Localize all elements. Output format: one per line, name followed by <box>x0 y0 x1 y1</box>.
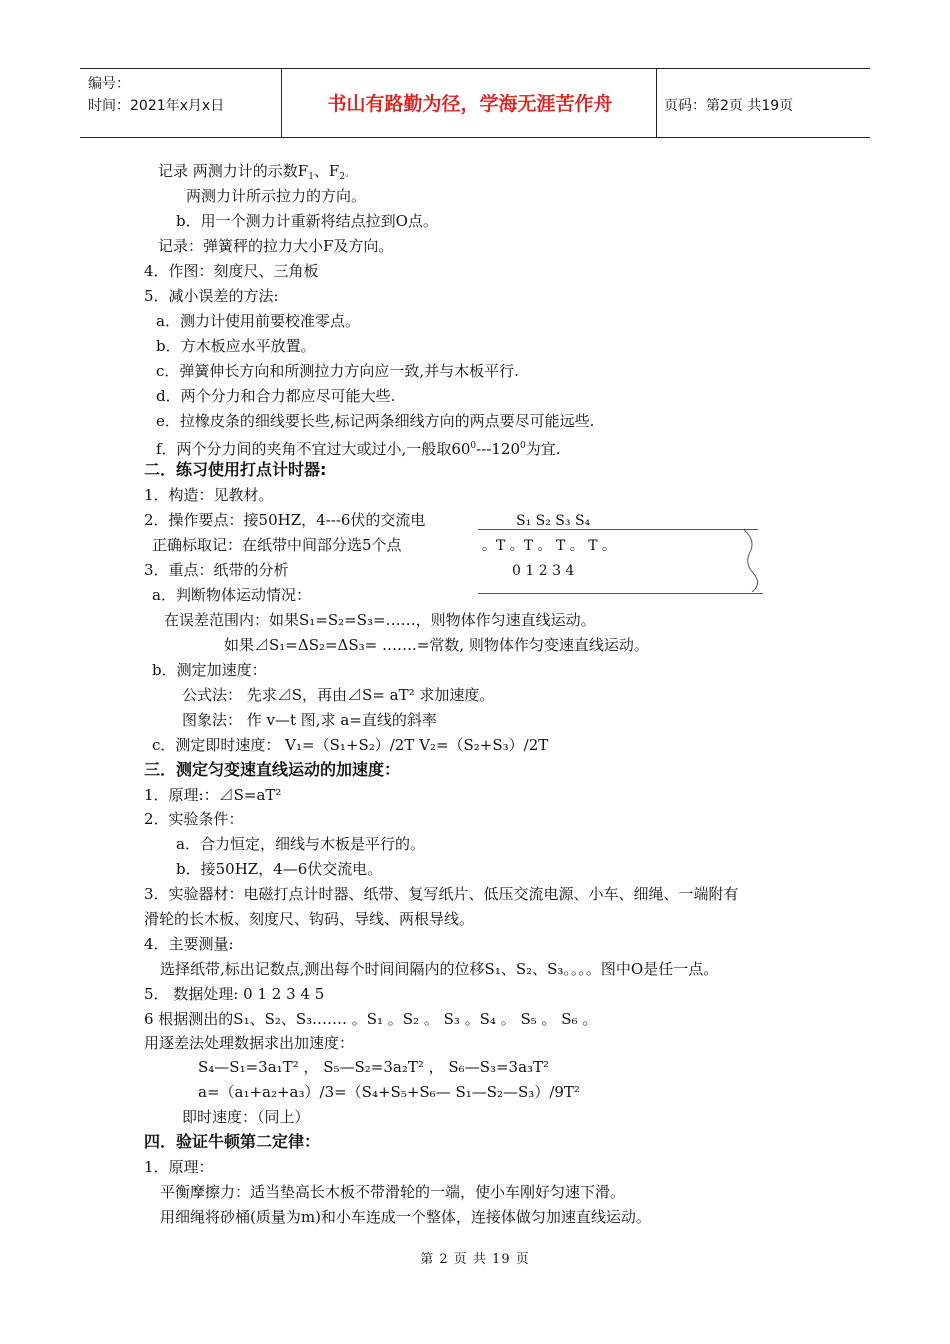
text-line: b．测定加速度： <box>152 661 267 679</box>
list-item: e．拉橡皮条的细线要长些,标记两条细线方向的两点要尽可能远些. <box>156 412 595 430</box>
header-divider <box>281 69 282 137</box>
header-page-info: 页码：第2页 共19页 <box>664 98 794 114</box>
text-line: 平衡摩擦力：适当垫高长木板不带滑轮的一端，使小车刚好匀速下滑。 <box>160 1183 626 1201</box>
text-line: 在误差范围内：如果S₁=S₂=S₃=……，则物体作匀速直线运动。 <box>164 611 596 629</box>
text-line: 5．减小误差的方法: <box>144 287 279 305</box>
text-line: 1．原理:：⊿S=aT² <box>144 786 282 804</box>
text-line: 即时速度：（同上） <box>182 1108 310 1126</box>
text-line: 滑轮的长木板、刻度尺、钩码、导线、两根导线。 <box>144 910 475 928</box>
text-line: 4．主要测量: <box>144 935 234 953</box>
text-line: 5． 数据处理: 0 1 2 3 4 5 <box>144 985 325 1003</box>
header-divider <box>656 69 657 137</box>
list-item: b．方木板应水平放置。 <box>156 337 316 355</box>
page-header <box>80 68 870 138</box>
tape-point-numbers: 0 1 2 3 4 <box>512 563 575 579</box>
text-line: 3．重点：纸带的分析 <box>144 561 289 579</box>
text-line: 用逐差法处理数据求出加速度： <box>144 1034 355 1052</box>
text-line: 记录 两测力计的示数$F_1$、$F_2$。 <box>158 162 355 182</box>
tape-torn-edge-icon <box>742 530 764 592</box>
text-line: 如果⊿S₁=ΔS₂=ΔS₃= …….=常数, 则物体作匀变速直线运动。 <box>224 636 649 654</box>
formula-line: S₄—S₁=3a₁T² ， S₅—S₂=3a₂T² ， S₆—S₃=3a₃T² <box>198 1058 550 1076</box>
section-heading: 二．练习使用打点计时器: <box>144 460 327 479</box>
list-item: a．测力计使用前要校准零点。 <box>156 312 360 330</box>
text-line: 1．构造：见教材。 <box>144 486 274 504</box>
section-heading: 四．验证牛顿第二定律： <box>144 1132 321 1151</box>
text-line: 记录：弹簧秤的拉力大小F及方向。 <box>158 237 394 255</box>
tape-top-edge <box>478 529 758 530</box>
text-line: 1．原理： <box>144 1158 214 1176</box>
text-line: c．测定即时速度： V₁=（S₁+S₂）/2T V₂=（S₂+S₃）/2T <box>152 736 549 754</box>
text-line: b．用一个测力计重新将结点拉到O点。 <box>176 212 438 230</box>
list-item: b．接50HZ，4—6伏交流电。 <box>176 860 383 878</box>
tape-bottom-edge <box>478 593 763 594</box>
text-line: 选择纸带,标出记数点,测出每个时间间隔内的位移S₁、S₂、S₃。。。。图中O是任一点。 <box>160 960 719 978</box>
list-item: f．两个分力间的夹角不宜过大或过小,一般取$60^0---120^0$为宜. <box>156 440 561 458</box>
text-line: 6 根据测出的S₁、S₂、S₃.…… 。S₁ 。S₂ 。 S₃ 。S₄ 。 S₅ 。 S₆ 。 <box>144 1010 598 1028</box>
formula-line: a=（a₁+a₂+a₃）/3=（S₄+S₅+S₆— S₁—S₂—S₃）/9T² <box>198 1083 580 1101</box>
text-line: 图象法： 作 v—t 图,求 a=直线的斜率 <box>182 711 437 729</box>
section-heading: 三．测定匀变速直线运动的加速度： <box>144 760 401 779</box>
page-footer: 第 2 页 共 19 页 <box>420 1252 530 1267</box>
list-item: d．两个分力和合力都应尽可能大些. <box>156 387 396 405</box>
text-line: 两测力计所示拉力的方向。 <box>186 187 367 205</box>
text-line: 公式法： 先求⊿S，再由⊿S= aT² 求加速度。 <box>182 686 495 704</box>
list-item: c．弹簧伸长方向和所测拉力方向应一致,并与木板平行. <box>156 362 519 380</box>
text-line: 4．作图：刻度尺、三角板 <box>144 262 319 280</box>
time-label: 时间：2021年x月x日 <box>88 98 225 114</box>
header-meta <box>88 73 224 117</box>
list-item: a．合力恒定，细线与木板是平行的。 <box>176 835 425 853</box>
text-line: 正确标取记：在纸带中间部分选5个点 <box>152 536 402 554</box>
text-line: 2．实验条件： <box>144 810 244 828</box>
code-label: 编号： <box>88 76 130 92</box>
text-line: 用细绳将砂桶(质量为m)和小车连成一个整体，连接体做匀加速直线运动。 <box>160 1208 651 1226</box>
text-line: 2．操作要点：接50HZ，4---6伏的交流电 <box>144 511 426 529</box>
text-line: a．判断物体运动情况： <box>152 586 311 604</box>
tape-segment-labels: S₁ S₂ S₃ S₄ <box>516 513 591 529</box>
header-motto: 书山有路勤为径，学海无涯苦作舟 <box>327 93 613 115</box>
tape-dots: 。T 。T 。 T 。 T 。 <box>482 538 617 554</box>
text-line: 3．实验器材：电磁打点计时器、纸带、复写纸片、低压交流电源、小车、细绳、一端附有 <box>144 885 739 903</box>
